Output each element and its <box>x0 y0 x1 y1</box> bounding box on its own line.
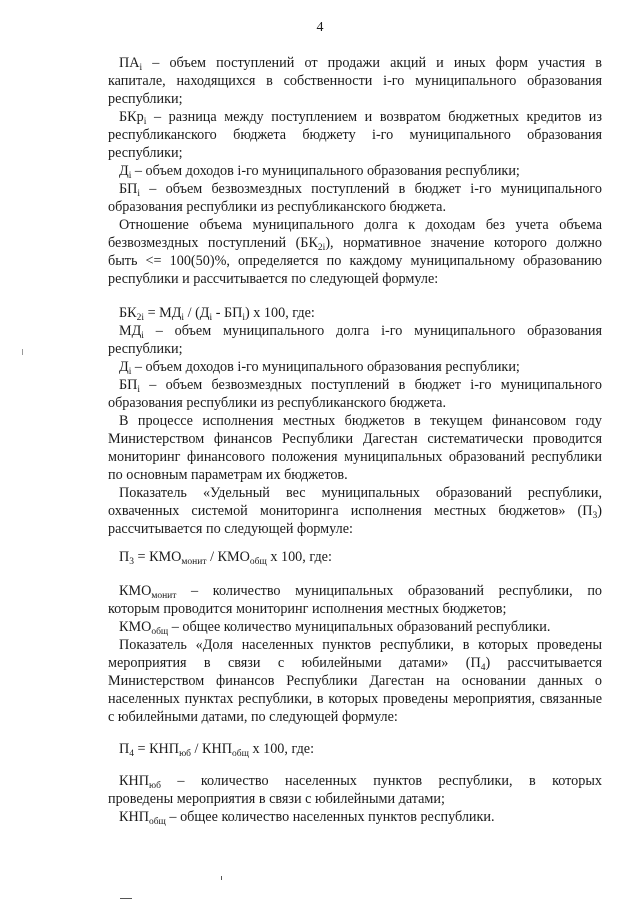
text-segment: ) <box>597 503 602 519</box>
subscript: i <box>141 331 144 341</box>
text-line <box>108 708 602 726</box>
text-segment: Отношение объема муниципального долга к доходам без учета объема <box>119 217 602 233</box>
text-line <box>108 520 602 538</box>
text-line <box>119 322 602 340</box>
subscript: общ <box>232 749 249 759</box>
text-line <box>108 430 602 448</box>
text-line <box>108 466 602 484</box>
subscript: i <box>242 313 245 323</box>
text-line <box>108 654 602 672</box>
subscript: юб <box>148 781 161 791</box>
text-segment: ) х 100, где: <box>245 305 315 321</box>
text-segment: мероприятия в связи с юбилейными датами» (П <box>108 655 481 671</box>
text-segment: МД <box>119 323 142 339</box>
text-line <box>108 234 602 252</box>
text-segment: ПА <box>119 55 140 71</box>
text-segment: БП <box>119 181 138 197</box>
text-segment: / КМО <box>206 549 250 565</box>
text-line <box>108 690 602 708</box>
text-segment: / (Д <box>184 305 210 321</box>
text-line <box>108 198 602 216</box>
subscript: i <box>181 313 185 323</box>
text-segment: по основным параметрам их бюджетов. <box>108 467 348 483</box>
text-segment: = КМО <box>134 549 182 565</box>
text-segment: республики; <box>108 145 183 161</box>
text-segment: образования республики из республиканского бюджета. <box>108 395 446 411</box>
subscript: i <box>128 171 132 181</box>
text-segment: КНП <box>119 773 149 789</box>
text-segment: БП <box>119 377 138 393</box>
text-segment: В процессе исполнения местных бюджетов в текущем финансовом году <box>119 413 602 429</box>
subscript: i <box>137 189 141 199</box>
text-line <box>119 162 602 180</box>
text-line <box>119 548 602 566</box>
subscript: монит <box>151 591 177 601</box>
text-line <box>108 252 602 270</box>
subscript: i <box>128 367 132 377</box>
text-segment: мониторинг финансового положения муниципальных образований республики <box>108 449 602 465</box>
subscript: общ <box>151 627 169 637</box>
text-segment: образования республики из республиканского бюджета. <box>108 199 446 215</box>
text-segment: республиканского бюджета бюджету i-го муниципального образования <box>108 127 602 143</box>
subscript: монит <box>181 557 207 567</box>
text-segment: Министерством финансов Республики Дагестан систематически проводится <box>108 431 602 447</box>
text-line <box>119 636 602 654</box>
text-segment: Показатель «Удельный вес муниципальных образований республики, <box>119 485 602 501</box>
page-number: 4 <box>316 20 324 35</box>
text-segment: – количество населенных пунктов республики, в которых <box>160 773 602 789</box>
text-line <box>108 144 602 162</box>
text-segment: - БП <box>212 305 243 321</box>
text-segment: республики; <box>108 91 183 107</box>
text-segment: которым проводится мониторинг исполнения местных бюджетов; <box>108 601 507 617</box>
subscript: i <box>143 117 147 127</box>
subscript: 3 <box>592 511 598 521</box>
text-line <box>108 340 602 358</box>
text-segment: – объем поступлений от продажи акций и иных форм участия в <box>142 55 602 71</box>
text-segment: = МД <box>144 305 182 321</box>
subscript: i <box>209 313 213 323</box>
text-line <box>108 90 602 108</box>
text-segment: охваченных системой мониторинга исполнения местных бюджетов» (П <box>108 503 593 519</box>
text-line <box>119 54 602 72</box>
subscript: 4 <box>480 663 486 673</box>
text-segment: Д <box>119 359 129 375</box>
subscript: i <box>139 63 143 73</box>
text-segment: КНП <box>119 809 149 825</box>
text-line <box>108 126 602 144</box>
text-segment: капитале, находящихся в собственности i-го муниципального образования <box>108 73 602 89</box>
text-segment: ) рассчитывается <box>485 655 602 671</box>
text-line <box>119 772 602 790</box>
text-segment: КМО <box>119 583 152 599</box>
text-line <box>108 672 602 690</box>
text-segment: БКр <box>119 109 144 125</box>
scan-mark <box>221 876 222 880</box>
text-line <box>108 394 602 412</box>
text-line <box>119 808 602 826</box>
subscript: 3 <box>129 557 134 567</box>
text-line <box>119 358 602 376</box>
text-segment: КМО <box>119 619 152 635</box>
text-line <box>119 108 602 126</box>
subscript: 4 <box>129 749 134 759</box>
text-segment: Д <box>119 163 129 179</box>
text-segment: проведены мероприятия в связи с юбилейными датами; <box>108 791 445 807</box>
subscript: i <box>137 385 141 395</box>
text-segment: Министерством финансов Республики Дагестан на основании данных о <box>108 673 602 689</box>
scan-mark <box>22 349 23 355</box>
text-segment: республики; <box>108 341 183 357</box>
text-segment: – общее количество населенных пунктов республики. <box>165 809 495 825</box>
text-segment: – объем доходов i-го муниципального образования республики; <box>131 359 520 375</box>
text-segment: – общее количество муниципальных образований республики. <box>168 619 551 635</box>
text-line <box>108 600 602 618</box>
text-segment: населенных пунктах республики, в которых проведены мероприятия, связанные <box>108 691 602 707</box>
text-segment: ), нормативное значение которого должно <box>325 235 602 251</box>
text-line <box>119 376 602 394</box>
text-line <box>108 502 602 520</box>
text-segment: П <box>119 549 130 565</box>
scan-mark <box>120 898 132 899</box>
subscript: 2i <box>136 313 145 323</box>
text-segment: – разница между поступлением и возвратом бюджетных кредитов из <box>146 109 602 125</box>
text-line <box>108 448 602 466</box>
text-line <box>108 790 602 808</box>
text-line <box>119 412 602 430</box>
text-segment: = КНП <box>134 741 180 757</box>
text-segment: быть <= 100(50)%, определяется по каждому муниципальному образованию <box>108 253 602 269</box>
text-segment: безвозмездных поступлений (БК <box>108 235 318 251</box>
text-segment: – объем муниципального долга i-го муниципального образования <box>143 323 602 339</box>
text-line <box>119 740 602 758</box>
text-line <box>119 582 602 600</box>
subscript: общ <box>148 817 166 827</box>
text-segment: – объем безвозмездных поступлений в бюджет i-го муниципального <box>140 181 602 197</box>
text-segment: – объем доходов i-го муниципального образования республики; <box>131 163 520 179</box>
text-line <box>119 216 602 234</box>
text-segment: рассчитывается по следующей формуле: <box>108 521 353 537</box>
text-segment: с юбилейными датами, по следующей формуле: <box>108 709 398 725</box>
text-segment: республики и рассчитывается по следующей формуле: <box>108 271 439 287</box>
text-line <box>119 484 602 502</box>
text-segment: х 100, где: <box>266 549 332 565</box>
text-segment: – количество муниципальных образований республики, по <box>176 583 602 599</box>
text-line <box>108 270 602 288</box>
subscript: юб <box>179 749 191 759</box>
subscript: 2i <box>317 243 326 253</box>
subscript: общ <box>249 557 267 567</box>
text-segment: БК <box>119 305 137 321</box>
text-segment: – объем безвозмездных поступлений в бюджет i-го муниципального <box>140 377 602 393</box>
text-line <box>119 180 602 198</box>
text-segment: х 100, где: <box>248 741 315 757</box>
text-segment: П <box>119 741 130 757</box>
text-segment: Показатель «Доля населенных пунктов республики, в которых проведены <box>119 637 602 653</box>
text-segment: / КНП <box>191 741 232 757</box>
text-line <box>119 304 602 322</box>
text-line <box>119 618 602 636</box>
text-line <box>108 72 602 90</box>
